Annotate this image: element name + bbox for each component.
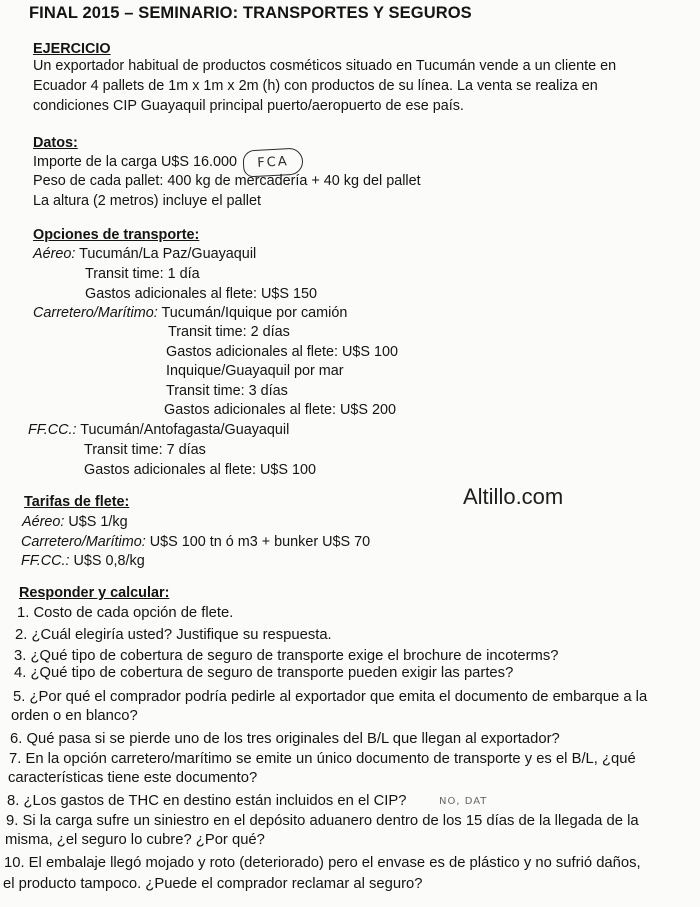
datos-line-3: La altura (2 metros) incluye el pallet: [33, 193, 261, 209]
pregunta-7: 7. En la opción carretero/marítimo se emite un único documento de transporte y es el B/L, ¿qué: [9, 751, 636, 767]
pregunta-4: 4. ¿Qué tipo de cobertura de seguro de transporte pueden exigir las partes?: [14, 665, 514, 681]
opciones-heading: Opciones de transporte:: [33, 227, 200, 243]
pregunta-8: 8. ¿Los gastos de THC en destino están incluidos en el CIP?: [7, 793, 407, 809]
tarifa-aereo-value: U$S 1/kg: [68, 514, 128, 530]
opcion-aereo-transit: Transit time: 1 día: [85, 266, 200, 282]
opcion-cm-route-2: Inquique/Guayaquil por mar: [166, 363, 344, 379]
handwritten-thc-note: NO, DAT: [439, 796, 488, 807]
opcion-cm-gastos-1: Gastos adicionales al flete: U$S 100: [166, 344, 398, 360]
pregunta-10-cont: el producto tampoco. ¿Puede el comprador reclamar al seguro?: [3, 876, 423, 892]
pregunta-1: 1. Costo de cada opción de flete.: [17, 605, 234, 621]
opcion-cm-gastos-2: Gastos adicionales al flete: U$S 200: [164, 402, 396, 418]
altillo-watermark: Altillo.com: [463, 484, 564, 509]
tarifa-cm-value: U$S 100 tn ó m3 + bunker U$S 70: [149, 534, 371, 550]
datos-heading: Datos:: [33, 135, 78, 151]
pregunta-5: 5. ¿Por qué el comprador podría pedirle al exportador que emita el documento de embarque a la: [13, 689, 648, 705]
opcion-aereo-route: Tucumán/La Paz/Guayaquil: [79, 246, 257, 262]
opcion-aereo-gastos: Gastos adicionales al flete: U$S 150: [85, 286, 317, 302]
ejercicio-heading: EJERCICIO: [33, 41, 111, 57]
tarifa-ffcc: [21, 552, 145, 570]
tarifa-ffcc-value: U$S 0,8/kg: [73, 553, 145, 569]
datos-line-2: Peso de cada pallet: 400 kg de mercadería + 40 kg del pallet: [33, 173, 421, 189]
ejercicio-line-3: condiciones CIP Guayaquil principal puerto/aeropuerto de ese país.: [33, 98, 464, 114]
pregunta-3: 3. ¿Qué tipo de cobertura de seguro de transporte exige el brochure de incoterms?: [14, 648, 559, 664]
opcion-carretero-maritimo: [33, 304, 347, 322]
opcion-ffcc: [28, 421, 289, 439]
pregunta-9-cont: misma, ¿el seguro lo cubre? ¿Por qué?: [5, 832, 265, 848]
handwritten-fca-note: FCA: [242, 147, 303, 177]
opcion-aereo: [33, 245, 256, 263]
pregunta-7-cont: características tiene este documento?: [8, 770, 258, 786]
datos-line-1: Importe de la carga U$S 16.000: [33, 154, 237, 170]
ejercicio-line-1: Un exportador habitual de productos cosméticos situado en Tucumán vende a un cliente en: [33, 58, 617, 74]
opcion-ffcc-gastos: Gastos adicionales al flete: U$S 100: [84, 462, 316, 478]
pregunta-2: 2. ¿Cuál elegiría usted? Justifique su respuesta.: [15, 627, 332, 643]
pregunta-9: 9. Si la carga sufre un siniestro en el depósito aduanero dentro de los 15 días de la llegada de la: [6, 813, 639, 829]
pregunta-5-cont: orden o en blanco?: [11, 708, 138, 724]
tarifa-cm-label: Carretero/Marítimo:: [21, 534, 146, 550]
opcion-cm-label: Carretero/Marítimo:: [33, 305, 158, 321]
opcion-cm-transit-2: Transit time: 3 días: [166, 383, 288, 399]
opcion-cm-route: Tucumán/Iquique por camión: [161, 305, 348, 321]
tarifa-carretero-maritimo: [21, 533, 370, 551]
responder-heading: Responder y calcular:: [19, 585, 170, 601]
opcion-cm-transit-1: Transit time: 2 días: [168, 324, 290, 340]
opcion-ffcc-transit: Transit time: 7 días: [84, 442, 206, 458]
tarifa-aereo: [22, 513, 128, 531]
document-title: FINAL 2015 – SEMINARIO: TRANSPORTES Y SEGUROS: [29, 4, 472, 22]
opcion-ffcc-route: Tucumán/Antofagasta/Guayaquil: [80, 422, 290, 438]
pregunta-10: 10. El embalaje llegó mojado y roto (deteriorado) pero el envase es de plástico y no sufrió daños,: [4, 855, 641, 871]
tarifa-ffcc-label: FF.CC.:: [21, 553, 70, 569]
tarifa-aereo-label: Aéreo:: [22, 514, 65, 530]
opcion-ffcc-label: FF.CC.:: [28, 422, 77, 438]
opcion-aereo-label: Aéreo:: [33, 246, 76, 262]
ejercicio-line-2: Ecuador 4 pallets de 1m x 1m x 2m (h) con productos de su línea. La venta se realiza en: [33, 78, 598, 94]
tarifas-heading: Tarifas de flete:: [24, 494, 130, 510]
pregunta-6: 6. Qué pasa si se pierde uno de los tres originales del B/L que llegan al exportador?: [10, 731, 560, 747]
